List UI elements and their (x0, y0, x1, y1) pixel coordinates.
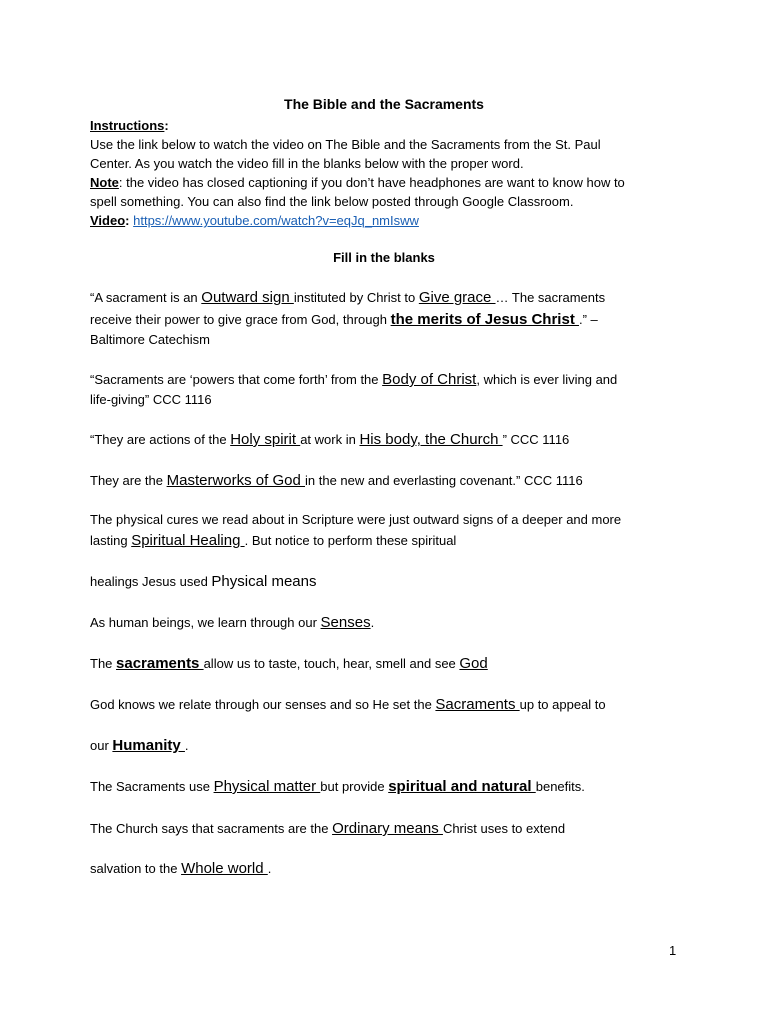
answer-spiritual-and-natural: spiritual and natural (388, 778, 536, 795)
statement-9: God knows we relate through our senses and so He set the Sacraments up to appeal to (90, 696, 606, 713)
answer-outward-sign: Outward sign (201, 289, 294, 306)
video-link[interactable]: https://www.youtube.com/watch?v=eqJq_nmIsww (133, 213, 419, 228)
answer-whole-world: Whole world (181, 860, 268, 877)
instructions-line-1: Use the link below to watch the video on The Bible and the Sacraments from the St. Paul (90, 137, 601, 152)
answer-humanity: Humanity (112, 737, 185, 754)
statement-3: “They are actions of the Holy spirit at work in His body, the Church ” CCC 1116 (90, 431, 570, 448)
note-line-2: spell something. You can also find the link below posted through Google Classroom. (90, 194, 574, 209)
statement-1-line-3: Baltimore Catechism (90, 332, 210, 347)
video-line: Video: https://www.youtube.com/watch?v=eqJq_nmIsww (90, 213, 419, 228)
answer-holy-spirit: Holy spirit (230, 431, 301, 448)
statement-11: The Sacraments use Physical matter but provide spiritual and natural benefits. (90, 778, 585, 795)
answer-his-body-the-church: His body, the Church (359, 431, 503, 448)
statement-1-line-1: “A sacrament is an Outward sign instituted by Christ to Give grace … The sacraments (90, 289, 606, 306)
answer-body-of-christ: Body of Christ (382, 371, 477, 388)
statement-5-line-2: lasting Spiritual Healing . But notice to perform these spiritual (90, 532, 457, 549)
instructions-line-2: Center. As you watch the video fill in the blanks below with the proper word. (90, 156, 524, 171)
answer-masterworks-of-god: Masterworks of God (166, 472, 305, 489)
answer-merits-of-jesus-christ: the merits of Jesus Christ (390, 311, 579, 328)
instructions-heading: Instructions: (90, 118, 169, 133)
answer-physical-matter: Physical matter (213, 778, 321, 795)
statement-1-line-2: receive their power to give grace from God, through the merits of Jesus Christ .” – (90, 311, 598, 328)
statement-13: salvation to the Whole world . (90, 860, 272, 877)
answer-god: God (459, 655, 488, 672)
note-label: Note (90, 175, 119, 190)
answer-physical-means: Physical means (211, 573, 317, 590)
answer-spiritual-healing: Spiritual Healing (131, 532, 245, 549)
statement-2-line-1: “Sacraments are ‘powers that come forth’ from the Body of Christ, which is ever living and (90, 371, 618, 388)
document-title: The Bible and the Sacraments (284, 96, 484, 112)
statement-6: healings Jesus used Physical means (90, 573, 317, 590)
video-label: Video (90, 213, 126, 228)
answer-sacraments-2: Sacraments (435, 696, 520, 713)
instructions-label: Instructions (90, 118, 165, 133)
answer-ordinary-means: Ordinary means (332, 820, 443, 837)
answer-senses: Senses (320, 614, 371, 631)
note-line-1: Note: the video has closed captioning if you don’t have headphones are want to know how to (90, 175, 625, 190)
statement-5-line-1: The physical cures we read about in Scripture were just outward signs of a deeper and more (90, 512, 622, 527)
answer-sacraments: sacraments (116, 655, 204, 672)
page-number: 1 (669, 943, 677, 958)
statement-4: They are the Masterworks of God in the new and everlasting covenant.” CCC 1116 (90, 472, 583, 489)
statement-10: our Humanity . (90, 737, 189, 754)
fill-in-heading: Fill in the blanks (333, 250, 435, 265)
statement-7: As human beings, we learn through our Senses. (90, 614, 375, 631)
statement-12: The Church says that sacraments are the Ordinary means Christ uses to extend (90, 820, 566, 837)
statement-8: The sacraments allow us to taste, touch, hear, smell and see God (90, 655, 488, 672)
answer-give-grace: Give grace (418, 289, 496, 306)
statement-2-line-2: life-giving” CCC 1116 (90, 392, 212, 407)
